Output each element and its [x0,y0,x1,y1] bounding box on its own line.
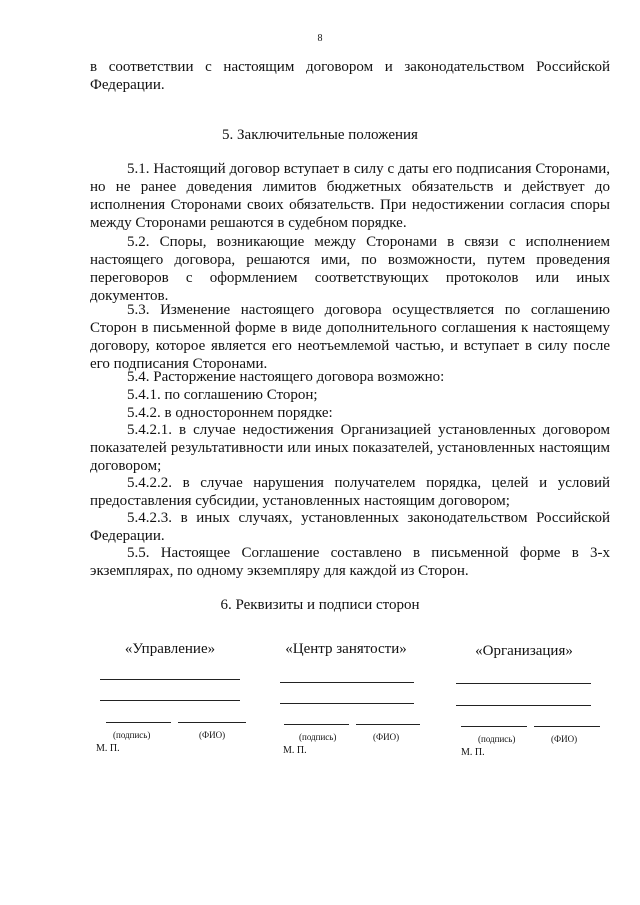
stamp-label: М. П. [283,745,307,756]
page-number: 8 [317,33,323,44]
clause-5-4-1: 5.4.1. по соглашению Сторон; [127,387,318,403]
signature-line [456,705,591,706]
clause-5-4-2: 5.4.2. в одностороннем порядке: [127,405,333,421]
clause-5-4-2-1: 5.4.2.1. в случае недостижения Организацией установленных договором показателей результативности или иных показателей, установленных настоящим договором; [90,422,610,474]
clause-5-4-2-2: 5.4.2.2. в случае нарушения получателем порядка, целей и условий предоставления субсидии, установленных настоящим договором; [90,475,610,509]
stamp-label: М. П. [461,747,485,758]
signature-line [280,682,414,683]
clause-5-1: 5.1. Настоящий договор вступает в силу с даты его подписания Сторонами, но не ранее доведения лимитов бюджетных обязательств и действует до исполнения Сторонами своих обязательств. При недостижении согласия споры между Сторонами решаются в судебном порядке. [90,161,610,231]
signature-caption: (подпись) [113,730,151,740]
fio-caption: (ФИО) [551,734,578,744]
party-name: «Центр занятости» [285,641,407,657]
fio-caption: (ФИО) [199,730,226,740]
fio-caption: (ФИО) [373,732,400,742]
signature-line [280,703,414,704]
party-block-upravlenie [80,640,260,658]
party-block-centr-zanyatosti [256,640,436,658]
stamp-label: М. П. [96,743,120,754]
signature-field-line [461,726,527,727]
fio-field-line [356,724,420,725]
signature-field-line [284,724,349,725]
party-name: «Управление» [124,641,216,657]
party-block-organizaciya [434,642,614,660]
signature-line [456,683,591,684]
fio-field-line [534,726,600,727]
fio-field-line [178,722,246,723]
clause-5-4-2-3: 5.4.2.3. в иных случаях, установленных законодательством Российской Федерации. [90,510,610,544]
clause-5-3: 5.3. Изменение настоящего договора осуществляется по соглашению Сторон в письменной форме в виде дополнительного соглашения к настоящему договору, которое является его неотъемлемой частью, и вступает в силу после его подписания Сторонами. [90,302,610,372]
signature-line [100,700,240,701]
section-5-title: 5. Заключительные положения [222,127,418,143]
continuation-paragraph: в соответствии с настоящим договором и законодательством Российской Федерации. [90,59,610,93]
party-name: «Организация» [475,643,573,659]
clause-5-2: 5.2. Споры, возникающие между Сторонами в связи с исполнением настоящего договора, решаются ими, по возможности, путем проведения переговоров с оформлением соответствующих протоколов или иных документов. [90,234,610,304]
signature-field-line [106,722,171,723]
signature-line [100,679,240,680]
clause-5-4: 5.4. Расторжение настоящего договора возможно: [127,369,445,385]
signature-caption: (подпись) [299,732,337,742]
section-6-title: 6. Реквизиты и подписи сторон [220,597,420,613]
signature-caption: (подпись) [478,734,516,744]
clause-5-5: 5.5. Настоящее Соглашение составлено в письменной форме в 3-х экземплярах, по одному экземпляру для каждой из Сторон. [90,545,610,579]
